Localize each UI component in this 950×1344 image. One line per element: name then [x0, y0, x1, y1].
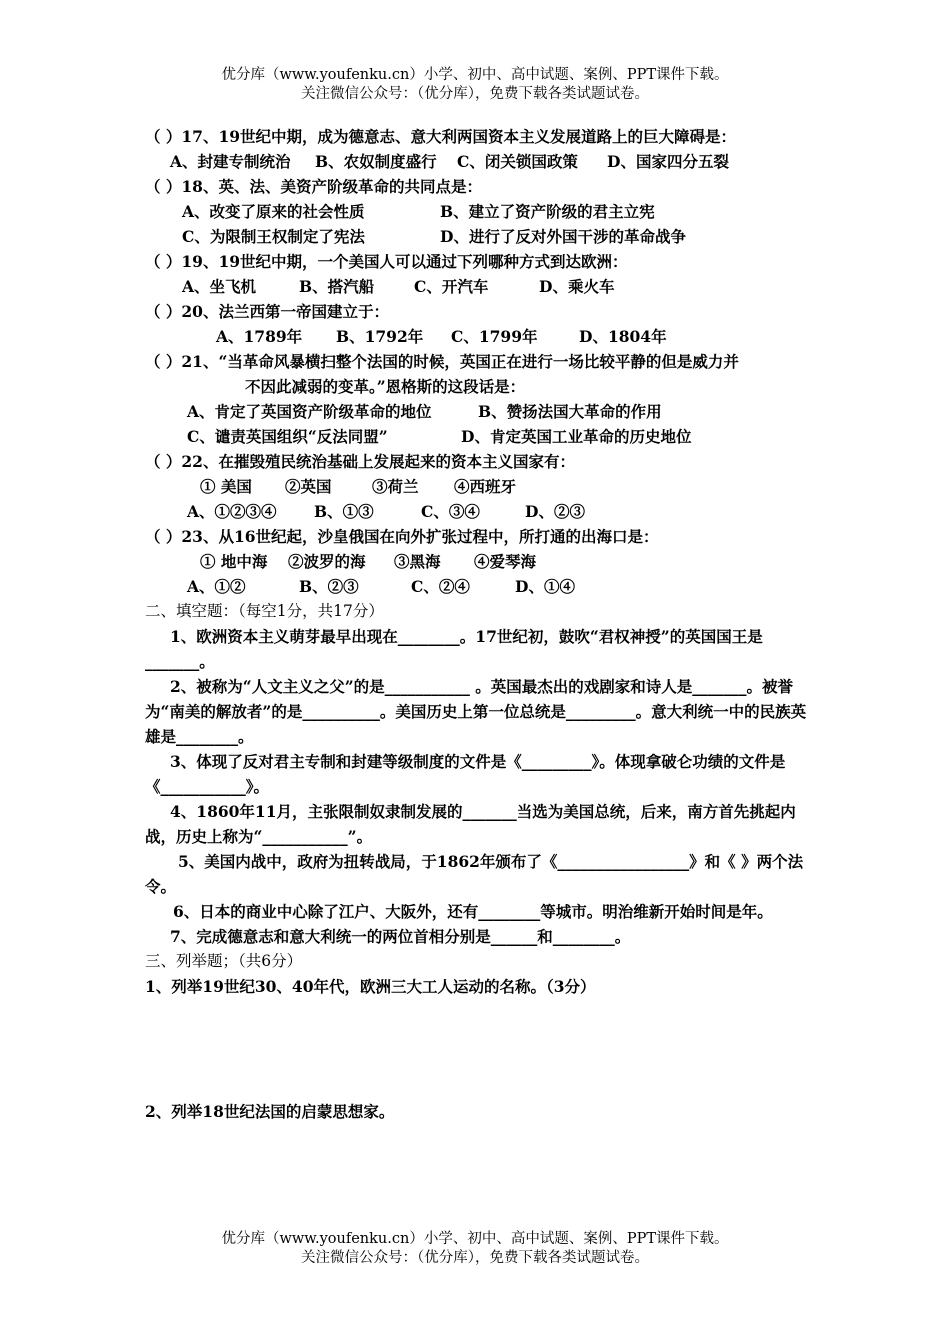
- question-17: [145, 124, 820, 149]
- option-d: D、②③: [525, 502, 585, 521]
- question-18: [145, 174, 820, 199]
- fill-item-4: 4、1860年11月，主张限制奴隶制发展的_______当选为美国总统，后来，南方首先挑起内战，历史上称为“___________”。: [145, 802, 796, 846]
- option-a: A、坐飞机: [182, 277, 257, 296]
- question-22: [145, 449, 820, 474]
- fill-item-1: 1、欧洲资本主义萌芽最早出现在________。17世纪初，鼓吹“君权神授”的英国国王是_______。: [145, 627, 763, 671]
- question-19-options: [145, 274, 820, 299]
- fill-section-title: 二、填空题：（每空1分，共17分）: [145, 602, 384, 620]
- item-2: ②英国: [285, 477, 332, 496]
- option-a: A、改变了原来的社会性质: [182, 202, 365, 221]
- question-23: [145, 524, 820, 549]
- item-4: ④西班牙: [454, 477, 517, 496]
- question-23-stem: （ ）23、从16世纪起，沙皇俄国在向外扩张过程中，所打通的出海口是：: [145, 527, 659, 546]
- option-d: D、①④: [515, 577, 575, 596]
- option-a: A、①②③④: [187, 502, 277, 521]
- option-b: B、农奴制度盛行: [315, 152, 437, 171]
- exam-content: [145, 124, 820, 1124]
- option-a: A、①②: [187, 577, 246, 596]
- question-21-options-row1: [145, 399, 820, 424]
- fill-item-2: 2、被称为“人文主义之父”的是___________ 。英国最杰出的戏剧家和诗人是_______。被誉为“南美的解放者”的是__________。美国历史上第一位总统是_________。意大利统一中的民族英雄是________。: [145, 677, 807, 746]
- option-d: D、1804年: [579, 327, 667, 346]
- item-3: ③黑海: [394, 552, 441, 571]
- question-21-options-row2: [145, 424, 820, 449]
- question-19: [145, 249, 820, 274]
- question-22-stem: （ ）22、在摧毁殖民统治基础上发展起来的资本主义国家有：: [145, 452, 575, 471]
- fill-item-5: 5、美国内战中，政府为扭转战局，于1862年颁布了《_________________》和《 》两个法令。: [145, 852, 804, 896]
- fill-item-7: 7、完成德意志和意大利统一的两位首相分别是______和________。: [170, 927, 631, 946]
- option-d: D、肯定英国工业革命的历史地位: [461, 427, 692, 446]
- option-a: A、1789年: [216, 327, 303, 346]
- question-17-stem: （ ）17、19世纪中期，成为德意志、意大利两国资本主义发展道路上的巨大障碍是：: [145, 127, 737, 146]
- question-20-stem: （ ）20、法兰西第一帝国建立于：: [145, 302, 389, 321]
- option-b: B、赞扬法国大革命的作用: [478, 402, 662, 421]
- option-d: D、进行了反对外国干涉的革命战争: [440, 227, 686, 246]
- question-19-stem: （ ）19、19世纪中期，一个美国人可以通过下列哪种方式到达欧洲：: [145, 252, 628, 271]
- option-d: D、国家四分五裂: [607, 152, 729, 171]
- option-c: C、1799年: [451, 327, 538, 346]
- page-header: [0, 66, 950, 104]
- option-b: B、②③: [299, 577, 359, 596]
- page-footer: [0, 1230, 950, 1268]
- option-c: C、闭关锁国政策: [457, 152, 578, 171]
- item-3: ③荷兰: [372, 477, 419, 496]
- option-d: D、乘火车: [539, 277, 615, 296]
- header-line-2: 关注微信公众号：（优分库），免费下载各类试题试卷。: [301, 86, 649, 102]
- option-b: B、1792年: [336, 327, 424, 346]
- option-b: B、搭汽船: [299, 277, 375, 296]
- question-18-options-row2: [145, 224, 820, 249]
- option-b: B、①③: [314, 502, 374, 521]
- list-item-1: 1、列举19世纪30、40年代，欧洲三大工人运动的名称。（3分）: [145, 977, 596, 996]
- answer-space-1: [145, 999, 820, 1099]
- fill-item-6: 6、日本的商业中心除了江户、大阪外，还有________等城市。明治维新开始时间是年。: [173, 902, 773, 921]
- footer-line-1: 优分库（www.youfenku.cn）小学、初中、高中试题、案例、PPT课件下载。: [221, 1231, 729, 1247]
- item-2: ②波罗的海: [288, 552, 366, 571]
- question-21: [145, 349, 820, 374]
- list-item-2: 2、列举18世纪法国的启蒙思想家。: [145, 1102, 395, 1121]
- question-23-options: [145, 574, 820, 599]
- option-c: C、开汽车: [414, 277, 489, 296]
- option-a: A、封建专制统治: [170, 152, 291, 171]
- question-21-stem-2: 不因此减弱的变革。”恩格斯的这段话是：: [245, 377, 526, 396]
- question-21-stem-1: （ ）21、“当革命风暴横扫整个法国的时候，英国正在进行一场比较平静的但是威力并: [145, 352, 739, 371]
- fill-item-3: 3、体现了反对君主专制和封建等级制度的文件是《_________》。体现拿破仑功绩的文件是《___________》。: [145, 752, 786, 796]
- option-c: C、为限制王权制定了宪法: [182, 227, 365, 246]
- question-20: [145, 299, 820, 324]
- question-22-items: [145, 474, 820, 499]
- option-c: C、③④: [421, 502, 480, 521]
- question-17-options: [145, 149, 820, 174]
- question-18-stem: （ ）18、英、法、美资产阶级革命的共同点是：: [145, 177, 482, 196]
- item-1: ① 美国: [200, 477, 252, 496]
- list-section-title: 三、列举题；（共6分）: [145, 952, 303, 970]
- header-line-1: 优分库（www.youfenku.cn）小学、初中、高中试题、案例、PPT课件下载。: [221, 67, 729, 83]
- footer-line-2: 关注微信公众号：（优分库），免费下载各类试题试卷。: [301, 1250, 649, 1266]
- item-4: ④爱琴海: [474, 552, 537, 571]
- question-18-options-row1: [145, 199, 820, 224]
- question-20-options: [145, 324, 820, 349]
- option-c: C、谴责英国组织“反法同盟”: [187, 427, 388, 446]
- question-23-items: [145, 549, 820, 574]
- item-1: ① 地中海: [200, 552, 268, 571]
- question-22-options: [145, 499, 820, 524]
- option-a: A、肯定了英国资产阶级革命的地位: [187, 402, 432, 421]
- option-b: B、建立了资产阶级的君主立宪: [440, 202, 655, 221]
- option-c: C、②④: [411, 577, 470, 596]
